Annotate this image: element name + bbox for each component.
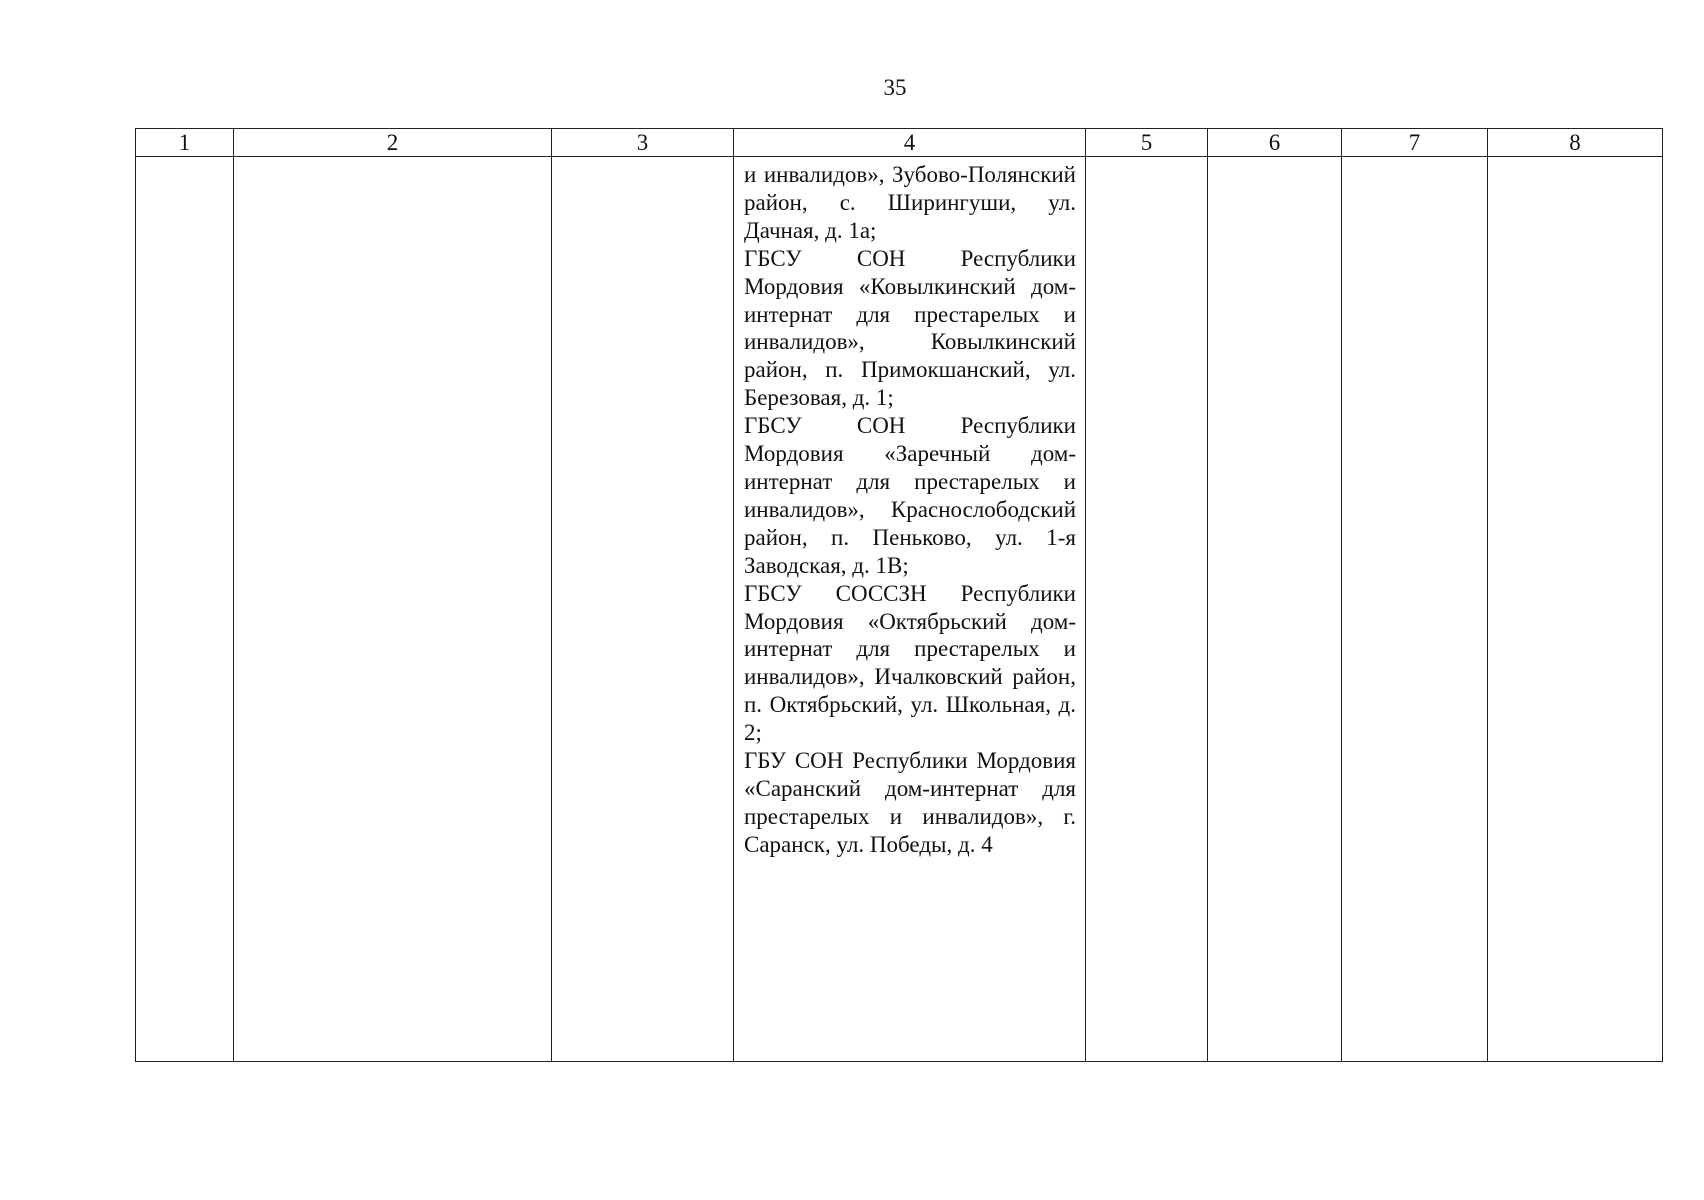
column-header-1: 1 bbox=[136, 129, 234, 157]
institution-entry: ГБСУ СОН Республики Мордовия «Ковылкинский дом-интернат для престарелых и инвалидов», Ковылкинский район, п. Примокшанский, ул. Березовая, д. 1; bbox=[744, 245, 1076, 411]
table-cell-col4 bbox=[734, 157, 1086, 1062]
table-cell-col8 bbox=[1488, 157, 1663, 1062]
column-header-8: 8 bbox=[1488, 129, 1663, 157]
institution-entry: ГБСУ СОН Республики Мордовия «Заречный дом-интернат для престарелых и инвалидов», Краснослободский район, п. Пеньково, ул. 1-я Заводская, д. 1В; bbox=[744, 413, 1076, 578]
column-header-3: 3 bbox=[552, 129, 734, 157]
institution-list bbox=[734, 157, 1085, 859]
table-cell-col3 bbox=[552, 157, 734, 1062]
table-row bbox=[136, 157, 1663, 1062]
column-header-7: 7 bbox=[1342, 129, 1488, 157]
column-header-4: 4 bbox=[734, 129, 1086, 157]
column-header-2: 2 bbox=[234, 129, 552, 157]
institution-entry: ГБСУ СОССЗН Республики Мордовия «Октябрьский дом-интернат для престарелых и инвалидов», Ичалковский район, п. Октябрьский, ул. Школьная, д. 2; bbox=[744, 580, 1076, 746]
table-cell-col5 bbox=[1086, 157, 1208, 1062]
table-cell-col2 bbox=[234, 157, 552, 1062]
data-table bbox=[135, 128, 1663, 1062]
column-header-6: 6 bbox=[1208, 129, 1342, 157]
table-cell-col7 bbox=[1342, 157, 1488, 1062]
page-number: 35 bbox=[883, 75, 907, 100]
institution-entry: и инвалидов», Зубово-Полянский район, с. Ширингуши, ул. Дачная, д. 1а; bbox=[744, 162, 1076, 243]
institution-entry: ГБУ СОН Республики Мордовия «Саранский дом-интернат для престарелых и инвалидов», г. Саранск, ул. Победы, д. 4 bbox=[744, 748, 1076, 857]
column-header-5: 5 bbox=[1086, 129, 1208, 157]
table-cell-col6 bbox=[1208, 157, 1342, 1062]
table-cell-col1 bbox=[136, 157, 234, 1062]
header-row bbox=[136, 129, 1663, 157]
